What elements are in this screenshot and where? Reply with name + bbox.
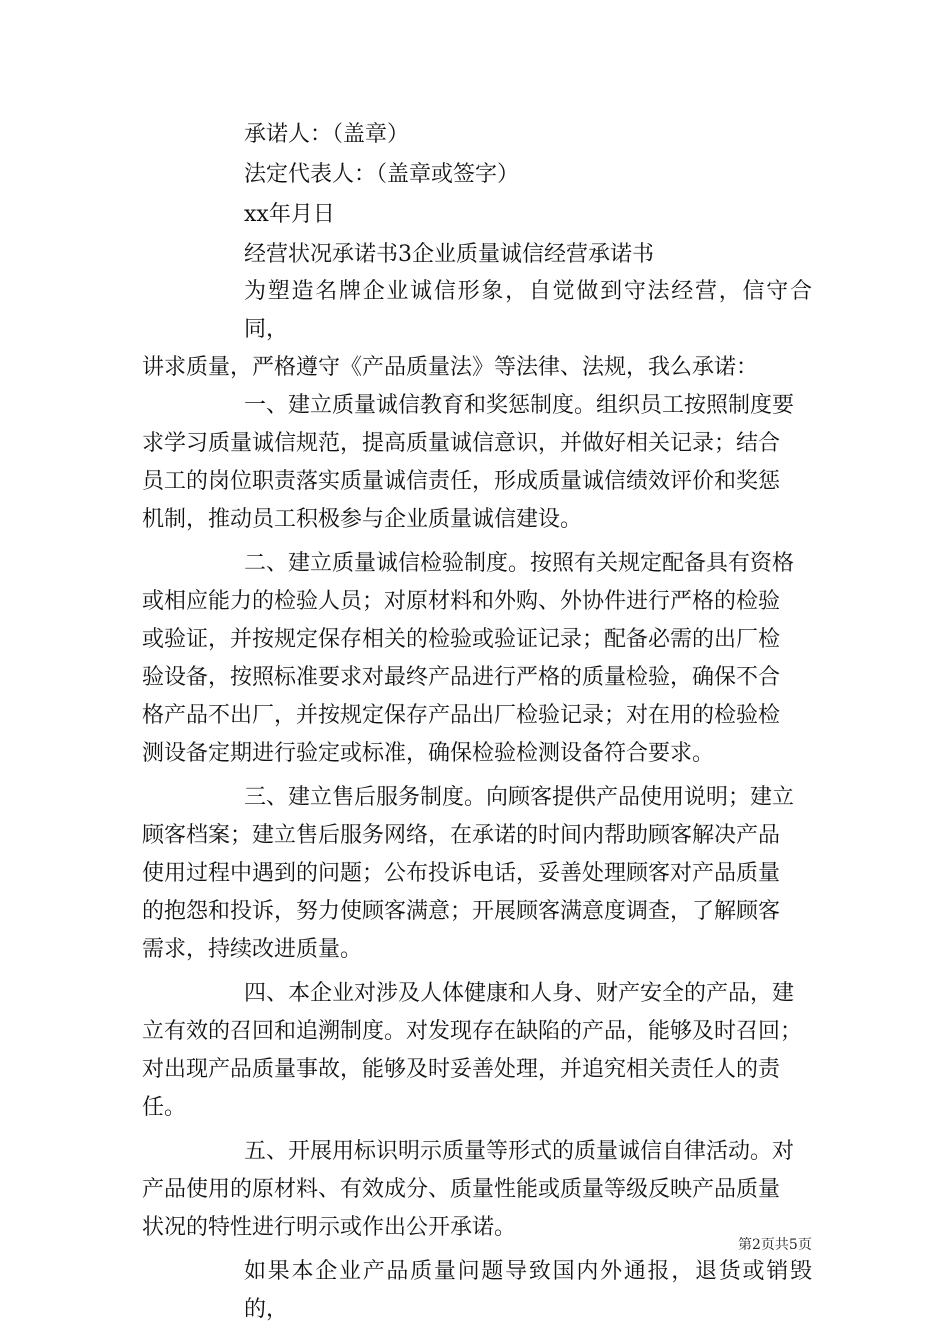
paragraph-line: 产品使用的原材料、有效成分、质量性能或质量等级反映产品质量 [142,1177,781,1202]
paragraph-item-5 [142,1133,812,1247]
paragraph-line: 顾客档案；建立售后服务网络，在承诺的时间内帮助顾客解决产品 [142,823,781,848]
paragraph-line: 求学习质量诚信规范，提高质量诚信意识，并做好相关记录；结合 [142,431,781,456]
paragraph-line: 或验证，并按规定保存相关的检验或验证记录；配备必需的出厂检 [142,627,781,652]
paragraph-line: 状况的特性进行明示或作出公开承诺。 [142,1215,517,1240]
paragraph-first-line: 二、建立质量诚信检验制度。按照有关规定配备具有资格 [244,551,795,576]
paragraph-line: 机制，推动员工积极参与企业质量诚信建设。 [142,507,583,532]
paragraph-line: 验设备，按照标准要求对最终产品进行严格的质量检验，确保不合 [142,665,781,690]
paragraph-first-line: 如果本企业产品质量问题导致国内外通报，退货或销毁的， [244,1259,812,1322]
paragraph-item-2 [142,545,812,773]
paragraph-line: 立有效的召回和追溯制度。对发现存在缺陷的产品，能够及时召回； [142,1019,803,1044]
paragraph-line: 的抱怨和投诉，努力使顾客满意；开展顾客满意度调查，了解顾客 [142,899,781,924]
paragraph-line: 员工的岗位职责落实质量诚信责任，形成质量诚信绩效评价和奖惩 [142,469,781,494]
paragraph-first-line: 四、本企业对涉及人体健康和人身、财产安全的产品，建 [244,981,795,1006]
document-title-line: 经营状况承诺书3企业质量诚信经营承诺书 [244,242,654,267]
paragraph-line: 任。 [142,1095,187,1120]
paragraph-item-3 [142,779,812,969]
paragraph-line: 讲求质量，严格遵守《产品质量法》等法律、法规，我么承诺： [142,355,759,380]
page-indicator: 第2页共5页 [738,1237,812,1253]
paragraph-line: 对出现产品质量事故，能够及时妥善处理，并追究相关责任人的责 [142,1057,781,1082]
paragraph-first-line: 为塑造名牌企业诚信形象，自觉做到守法经营，信守合同， [244,279,812,342]
paragraph-line: 使用过程中遇到的问题；公布投诉电话，妥善处理顾客对产品质量 [142,861,781,886]
paragraph-first-line: 五、开展用标识明示质量等形式的质量诚信自律活动。对 [244,1139,795,1164]
paragraph-closing [142,1253,812,1329]
document-body [142,115,812,1329]
paragraph-first-line: 一、建立质量诚信教育和奖惩制度。组织员工按照制度要 [244,393,795,418]
paragraph-item-1 [142,387,812,539]
paragraph-line: 需求，持续改进质量。 [142,937,363,962]
date-line: xx年月日 [244,202,335,227]
signatory-line: 承诺人：（盖章） [244,122,410,147]
paragraph-line: 或相应能力的检验人员；对原材料和外购、外协件进行严格的检验 [142,589,781,614]
paragraph-intro [142,273,812,387]
paragraph-item-4 [142,975,812,1127]
paragraph-line: 测设备定期进行验定或标准，确保检验检测设备符合要求。 [142,741,715,766]
paragraph-line: 格产品不出厂，并按规定保存产品出厂检验记录；对在用的检验检 [142,703,781,728]
legal-representative-line: 法定代表人：（盖章或签字） [244,162,520,187]
paragraph-first-line: 三、建立售后服务制度。向顾客提供产品使用说明；建立 [244,785,795,810]
